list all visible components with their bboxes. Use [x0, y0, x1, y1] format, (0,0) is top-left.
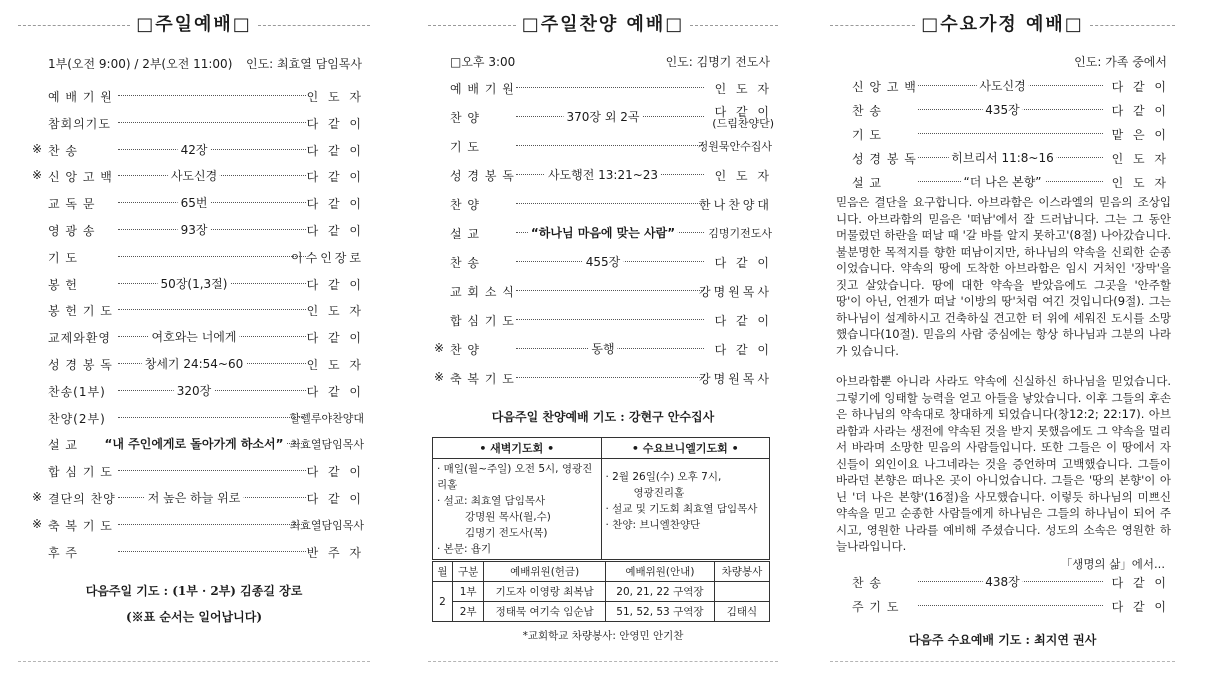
item-label: 찬 양 — [450, 198, 480, 212]
item-label: 성 경 봉 독 — [852, 152, 917, 166]
order-item — [428, 76, 778, 105]
item-person: 김명기전도사 — [708, 227, 772, 240]
standing-mark: ※ — [32, 516, 43, 531]
item-label: 찬 양 — [450, 343, 480, 357]
section-header — [830, 10, 1175, 36]
item-person: 다 같 이 — [1111, 600, 1169, 614]
item-person: 강명원목사 — [699, 372, 772, 386]
next-week-prayer: 다음주일 기도 : (1부 · 2부) 김종길 장로 — [85, 584, 303, 598]
divider — [428, 661, 778, 662]
item-detail: 동행 — [588, 340, 617, 357]
item-person: 인 도 자 — [1111, 176, 1169, 190]
item-label: 예 배 기 원 — [48, 90, 113, 104]
item-person: 다 같 이 — [306, 465, 364, 480]
item-person: 최효열담임목사 — [289, 438, 364, 452]
item-person: 인 도 자 — [306, 357, 364, 372]
item-detail: 438장 — [982, 573, 1023, 590]
item-person: 다 같 이 — [714, 256, 772, 270]
service-leader: 인도: 가족 중에서 — [1074, 55, 1167, 69]
sermon-paragraph-1: 믿음은 결단을 요구합니다. 아브라함은 이스라엘의 믿음의 조상입니다. 아브라함의 믿음은 '떠남'에서 잘 드러납니다. 그는 그 동안 머물렀던 하란을 떠날 때 '갈 바를 알지 못하고'(8절) 나아갔습니다. 불분명한 목적지를 향한 떠남이지만, 하나님의 약속을 신뢰한 순종이었습니다. 약속의 땅에 도착한 아브라함은 임시 거처인 '장막'을 짓고 살았습니다. 땅에 대한 약속을 받았음에도 그곳을 '안주할 땅'이 아닌, 언젠가 떠날 '이방의 땅'처럼 여긴 것입니다(9절). 그는 하나님이 설계하시고 건축하실 견고한 터 위에 세워진 도시를 소망했습니다(10절). 믿음의 사람 중심에는 항상 하나님과 그분의 나라가 있습니다. — [836, 195, 1171, 358]
leader-dots — [118, 309, 306, 310]
order-item — [428, 308, 778, 337]
divider — [18, 661, 370, 662]
standing-mark: ※ — [434, 370, 445, 384]
item-label: 예 배 기 원 — [450, 82, 515, 96]
service-time: □오후 3:00 — [450, 55, 516, 69]
order-item — [18, 84, 370, 111]
order-item — [18, 245, 370, 272]
item-detail: 455장 — [583, 253, 624, 270]
section-title: □주일예배□ — [136, 14, 252, 35]
order-item — [18, 111, 370, 138]
closing-order — [830, 570, 1175, 618]
leader-dots — [918, 605, 1103, 606]
item-label: 합 심 기 도 — [450, 314, 515, 328]
item-detail: “내 주인에게로 돌아가게 하소서” — [101, 435, 286, 452]
table-cell: 김태식 — [714, 602, 769, 622]
item-label: 성 경 봉 독 — [450, 169, 515, 183]
item-person: 강명원목사 — [699, 285, 772, 299]
order-item — [428, 105, 778, 134]
section-header — [428, 10, 778, 36]
item-person: 인 도 자 — [1111, 152, 1169, 166]
order-item — [18, 352, 370, 379]
order-item — [428, 279, 778, 308]
order-item — [428, 366, 778, 395]
service-leader: 인도: 김명기 전도사 — [665, 55, 770, 69]
order-item — [830, 146, 1175, 170]
item-detail: 사도신경 — [168, 167, 220, 184]
info-line: · 매일(월~주일) 오전 5시, 영광진리홀 — [437, 463, 593, 491]
order-item — [830, 122, 1175, 146]
leader-dots — [516, 87, 704, 88]
month-cell: 2 — [433, 582, 453, 622]
sermon-paragraph-2: 아브라함뿐 아니라 사라도 약속에 신실하신 하나님을 믿었습니다. 그렇기에 잉태할 능력을 얻고 아들을 낳았습니다. 이후 그들의 후손은 하나님의 약속대로 창대하게 되었습니다(창12:2; 22:17). 아브라함과 사라는 생전에 약속된 것을 받지 못했음에도 그 약속을 멀리서 바라며 소망한 믿음의 사람들입니다. 또한 그들은 이 땅에서 자신들이 외인이요 나그네라는 것을 증언하며 고백했습니다. 그들이 바라던 본향은 떠나온 곳이 아니었습니다. 그들은 '땅의 본향'이 아닌 '더 나은 본향'(16절)을 사모했습니다. 이렇듯 하나님의 미쁘신 약속을 믿고 순종한 사람들에게 하나님은 그들의 하나님이 되어 주시고, 영원한 나라를 예비해 주셨습니다. 성도의 소속은 영원한 하늘나라입니다. — [836, 374, 1171, 553]
item-detail: 저 높은 하늘 위로 — [145, 489, 244, 506]
item-person: 다 같 이 — [306, 197, 364, 212]
item-label: 봉 헌 — [48, 277, 78, 292]
worship-committee-table — [432, 561, 770, 622]
service-leader: 인도: 최효열 담임목사 — [245, 57, 362, 71]
item-label: 찬 송 — [450, 256, 480, 270]
item-label: 참회의기도 — [48, 116, 111, 131]
item-label: 찬 양 — [450, 111, 480, 125]
section-title: □수요가정 예배□ — [921, 14, 1084, 35]
order-item — [18, 379, 370, 406]
sunday-praise-column — [428, 0, 778, 680]
table-header: 월 — [433, 562, 453, 582]
order-item — [428, 250, 778, 279]
dawn-prayer-title: • 새벽기도회 • — [433, 438, 602, 459]
divider — [830, 661, 1175, 662]
standing-mark: ※ — [32, 489, 43, 504]
next-week-prayer: 다음주일 찬양예배 기도 : 강현구 안수집사 — [491, 410, 715, 424]
leader-dots — [118, 122, 306, 123]
item-detail: 42장 — [178, 141, 211, 158]
item-label: 설 교 — [450, 227, 480, 241]
source-reference: 「생명의 삶」에서... — [1060, 557, 1165, 571]
item-detail: 사도신경 — [976, 77, 1028, 94]
prayer-meetings-box — [432, 437, 770, 560]
order-item — [18, 272, 370, 299]
leader-dots — [918, 133, 1103, 134]
info-line: 김명기 전도사(목) — [465, 527, 548, 539]
order-item — [830, 570, 1175, 594]
item-person: 다 같 이 — [1111, 576, 1169, 590]
leader-dots — [516, 290, 704, 291]
info-line: · 설교: 최효열 담임목사 — [437, 495, 546, 507]
leader-dots — [516, 203, 704, 204]
item-person: 반 주 자 — [306, 545, 364, 560]
section-title: □주일찬양 예배□ — [521, 14, 685, 35]
item-person: 인 도 자 — [306, 304, 364, 319]
item-detail: 여호와는 너에게 — [149, 328, 240, 345]
order-item — [830, 74, 1175, 98]
wednesday-family-column — [830, 0, 1175, 680]
item-person: 정원묵안수집사 — [697, 140, 772, 153]
info-line: · 본문: 욥기 — [437, 543, 492, 555]
item-label: 결단의 찬양 — [48, 491, 116, 506]
item-person: 다 같 이 — [306, 223, 364, 238]
leader-dots — [516, 319, 704, 320]
item-person: 다 같 이 — [714, 314, 772, 328]
item-person: 다 같 이 — [714, 343, 772, 357]
item-person: 다 같 이 — [1111, 104, 1169, 118]
table-header: 예배위원(안내) — [605, 562, 714, 582]
item-person: 다 같 이 — [306, 277, 364, 292]
leader-dots — [118, 256, 306, 257]
item-detail: 창세기 24:54~60 — [142, 355, 247, 372]
item-person: 다 같 이 — [306, 331, 364, 346]
dawn-prayer-details — [433, 459, 602, 560]
info-line: 강명원 목사(월,수) — [465, 511, 551, 523]
order-item — [428, 163, 778, 192]
wednesday-prayer-details — [601, 459, 770, 560]
item-person: 최효열담임목사 — [289, 518, 364, 532]
item-person: 다 같 이 — [306, 170, 364, 185]
item-label: 찬송(1부) — [48, 384, 106, 399]
item-label: 찬양(2부) — [48, 411, 106, 426]
item-label: 교 독 문 — [48, 197, 96, 212]
order-item — [18, 164, 370, 191]
order-item — [18, 325, 370, 352]
leader-dots — [118, 470, 306, 471]
next-week-prayer: 다음주 수요예배 기도 : 최지연 권사 — [908, 633, 1097, 647]
order-of-worship — [428, 76, 778, 395]
section-header — [18, 10, 370, 36]
table-cell: 2부 — [452, 602, 484, 622]
item-label: 찬 송 — [852, 104, 882, 118]
item-label: 기 도 — [48, 250, 78, 265]
item-person: 맡 은 이 — [1111, 128, 1169, 142]
leader-dots — [516, 377, 704, 378]
item-label: 설 교 — [48, 438, 78, 453]
table-cell: 20, 21, 22 구역장 — [605, 582, 714, 602]
order-item — [18, 406, 370, 433]
table-cell — [714, 582, 769, 602]
standing-mark: ※ — [434, 341, 445, 355]
order-item — [18, 191, 370, 218]
leader-dots — [118, 95, 306, 96]
item-person: 한나찬양대 — [699, 198, 772, 212]
item-detail: “하나님 마음에 맞는 사람” — [528, 224, 678, 241]
order-item — [428, 337, 778, 366]
order-item — [18, 459, 370, 486]
order-item — [18, 218, 370, 245]
item-label: 봉 헌 기 도 — [48, 304, 113, 319]
order-of-worship — [18, 84, 370, 566]
item-label: 신 앙 고 백 — [48, 170, 113, 185]
item-label: 신 앙 고 백 — [852, 80, 917, 94]
item-label: 기 도 — [450, 140, 480, 154]
leader-dots — [118, 417, 306, 418]
item-detail: 93장 — [178, 221, 211, 238]
standing-mark: ※ — [32, 141, 43, 156]
item-label: 찬 송 — [852, 576, 882, 590]
item-label: 후 주 — [48, 545, 78, 560]
order-item — [830, 98, 1175, 122]
item-person: 다 같 이 — [306, 491, 364, 506]
vehicle-service-note: *교회학교 차량봉사: 안영민 안기찬 — [522, 630, 684, 642]
item-detail: 50장(1,3절) — [158, 275, 231, 292]
order-item — [830, 170, 1175, 194]
item-person: 인 도 자 — [714, 169, 772, 183]
order-item — [428, 134, 778, 163]
item-label: 교 회 소 식 — [450, 285, 515, 299]
item-person: 인 도 자 — [306, 90, 364, 104]
item-detail: 65번 — [178, 194, 211, 211]
item-person: 이수인장로 — [291, 250, 364, 265]
item-detail: 435장 — [982, 101, 1023, 118]
service-info — [830, 53, 1175, 69]
order-item — [830, 594, 1175, 618]
info-line: · 찬양: 브니엘찬양단 — [605, 519, 701, 531]
item-label: 찬 송 — [48, 143, 78, 158]
item-label: 영 광 송 — [48, 223, 96, 238]
order-item — [18, 513, 370, 540]
order-item — [428, 221, 778, 250]
leader-dots — [118, 524, 306, 525]
item-person: 인 도 자 — [714, 82, 772, 96]
info-line: · 설교 및 기도회 최효열 담임목사 — [605, 503, 758, 515]
order-item — [18, 298, 370, 325]
item-label: 주 기 도 — [852, 600, 900, 614]
item-person: 다 같 이 — [306, 143, 364, 158]
item-label: 성 경 봉 독 — [48, 357, 113, 372]
standing-note: (※표 순서는 일어납니다) — [125, 610, 263, 624]
item-person: 다 같 이 — [306, 384, 364, 399]
item-detail: 320장 — [174, 382, 215, 399]
order-item — [18, 432, 370, 459]
standing-mark: ※ — [32, 168, 43, 183]
item-detail: 사도행전 13:21~23 — [545, 166, 661, 183]
table-cell: 정태묵 여기숙 임순남 — [484, 602, 605, 622]
item-person: 다 같 이 — [306, 116, 364, 131]
item-person: 다 같 이 — [1111, 80, 1169, 94]
order-of-worship — [830, 74, 1175, 194]
info-line: · 2월 26일(수) 오후 7시, — [605, 471, 722, 483]
table-cell: 51, 52, 53 구역장 — [605, 602, 714, 622]
service-time: 1부(오전 9:00) / 2부(오전 11:00) — [48, 57, 233, 71]
leader-dots — [118, 551, 306, 552]
order-item — [428, 192, 778, 221]
item-person-group: (드림찬양단) — [712, 117, 774, 130]
item-label: 합 심 기 도 — [48, 465, 113, 480]
item-label: 축 복 기 도 — [450, 372, 515, 386]
leader-dots — [118, 149, 306, 150]
leader-dots — [118, 202, 306, 203]
item-label: 기 도 — [852, 128, 882, 142]
service-info — [18, 55, 370, 71]
table-header: 구분 — [452, 562, 484, 582]
table-cell: 기도자 이영랑 최복남 — [484, 582, 605, 602]
table-header: 차량봉사 — [714, 562, 769, 582]
item-label: 설 교 — [852, 176, 882, 190]
table-cell: 1부 — [452, 582, 484, 602]
sunday-service-column — [18, 0, 370, 680]
leader-dots — [118, 229, 306, 230]
item-detail: “더 나은 본향” — [960, 173, 1044, 190]
item-person: 다 같 이 — [714, 105, 772, 119]
item-detail: 370장 외 2곡 — [564, 108, 643, 125]
service-info — [428, 53, 778, 69]
item-label: 축 복 기 도 — [48, 518, 113, 533]
order-item — [18, 486, 370, 513]
wednesday-prayer-title: • 수요브니엘기도회 • — [601, 438, 770, 459]
item-detail: 히브리서 11:8~16 — [948, 149, 1056, 166]
leader-dots — [516, 145, 704, 146]
info-line: 영광진리홀 — [633, 487, 685, 499]
table-header: 예배위원(헌금) — [484, 562, 605, 582]
order-item — [18, 540, 370, 567]
item-person: 할렐루야찬양대 — [289, 411, 364, 425]
item-label: 교제와환영 — [48, 331, 111, 346]
order-item — [18, 138, 370, 165]
